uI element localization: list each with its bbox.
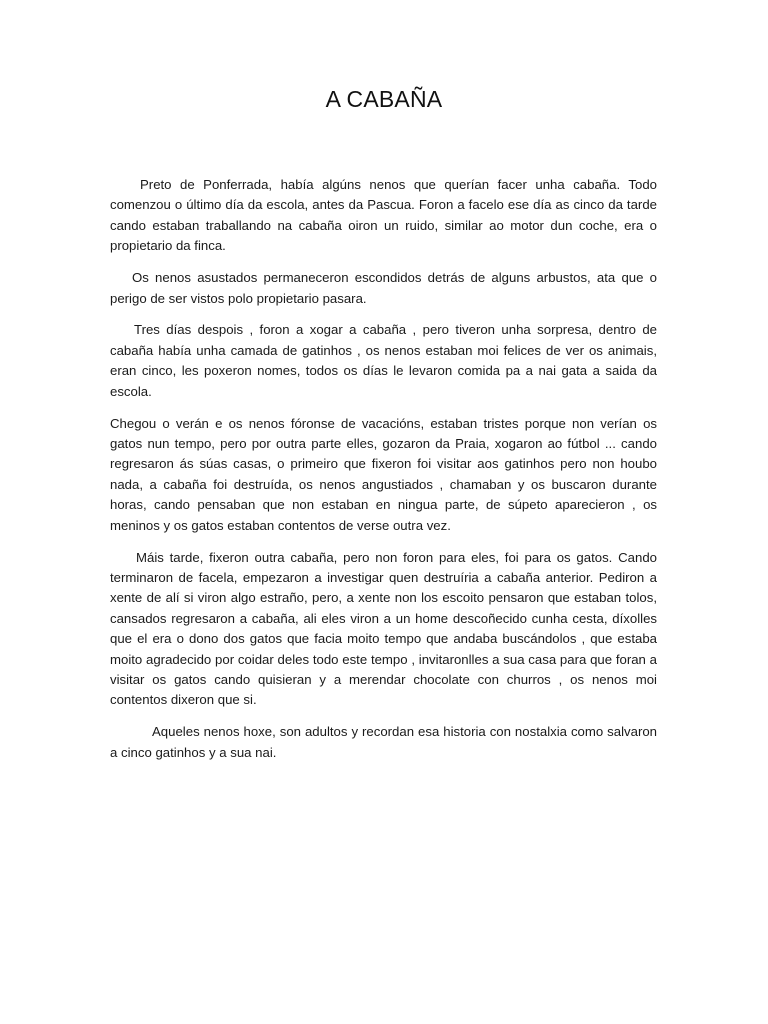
paragraph-4: Chegou o verán e os nenos fóronse de vacacións, estaban tristes porque non verían os gatos nun tempo, pero por outra parte elles, gozaron da Praia, xogaron ao fútbol ... cando regresaron ás súas casas, o primeiro que fixeron foi visitar aos gatinhos pero non houbo nada, a cabaña foi destruída, os nenos angustiados , chamaban y os buscaron durante horas, cando pensaban que non estaban en ningua parte, de súpeto aparecieron , os meninos y os gatos estaban contentos de verse outra vez. [110,415,657,533]
paragraph-5: Máis tarde, fixeron outra cabaña, pero non foron para eles, foi para os gatos. Cando terminaron de facela, empezaron a investigar quen destruíria a cabaña anterior. Pediron a xente de alí si viron algo estraño, pero, a xente non los escoito pensaron que estaban tolos, cansados regresaron a cabaña, ali eles viron a un home descoñecido cunha cesta, díxolles que el era o dono dos gatos que facia moito tempo que andaba buscándolos , que estaba moito agradecido por coidar deles todo este tempo , invitaronlles a sua casa para que foran a visitar os gatos cando quisieran y a merendar chocolate con churros , os nenos moi contentos dixeron que si. [110,549,657,708]
paragraph-1: Preto de Ponferrada, había algúns nenos que querían facer unha cabaña. Todo comenzou o último día da escola, antes da Pascua. Foron a facelo ese día as cinco da tarde cando estaban traballando na cabaña oiron un ruido, similar ao motor dun coche, era o propietario da finca. [110,177,657,254]
document-body [110,175,657,775]
paragraph-6: Aqueles nenos hoxe, son adultos y recordan esa historia con nostalxia como salvaron a cinco gatinhos y a sua nai. [110,724,657,760]
document-title: A CABAÑA [325,86,443,112]
paragraph-2: Os nenos asustados permaneceron escondidos detrás de alguns arbustos, ata que o perigo de ser vistos polo propietario pasara. [110,270,657,306]
paragraph-3: Tres días despois , foron a xogar a cabaña , pero tiveron unha sorpresa, dentro de cabaña había unha camada de gatinhos , os nenos estaban moi felices de ver os animais, eran cinco, les poxeron nomes, todos os días le levaron comida pa a nai gata a saida da escola. [110,322,657,399]
